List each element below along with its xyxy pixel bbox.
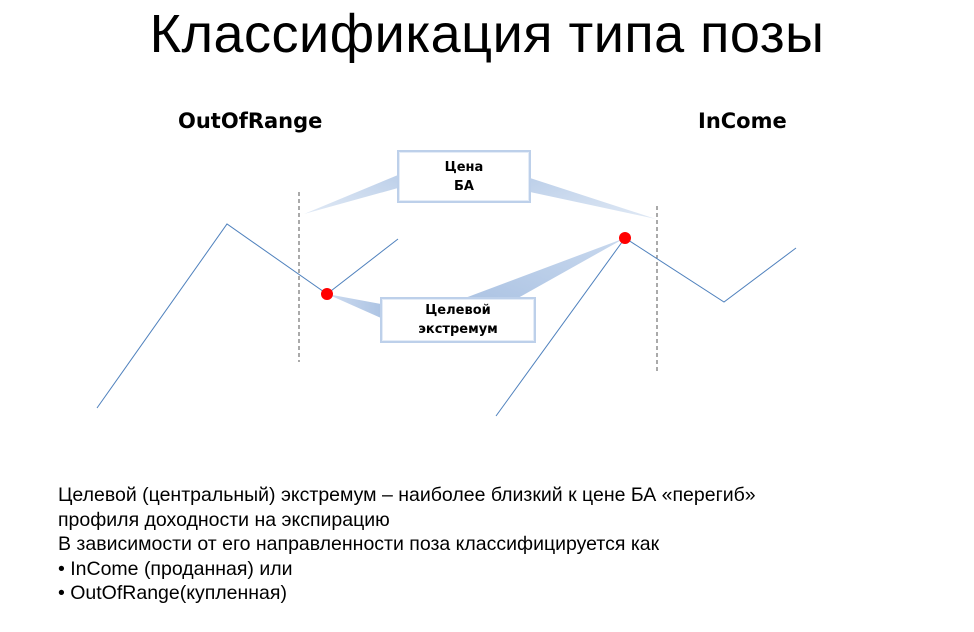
income-label: InCome	[698, 109, 787, 133]
extremum-pointer-left	[327, 294, 381, 318]
outofrange-extremum-dot	[321, 288, 333, 300]
description-text	[58, 483, 958, 606]
price-pointer-right	[530, 178, 656, 219]
extremum-callout-line1: Целевой	[425, 303, 491, 318]
slide-title: Классификация типа позы	[149, 4, 825, 64]
extremum-callout	[380, 297, 536, 343]
description-line: профиля доходности на экспирацию	[58, 508, 390, 531]
description-line: В зависимости от его направленности поза классифицируется как	[58, 533, 660, 555]
price-callout-line1: Цена	[444, 159, 484, 175]
description-line: Целевой (центральный) экстремум – наиболее близкий к цене БА «перегиб»	[58, 484, 756, 506]
income-extremum-dot	[619, 232, 631, 244]
extremum-callout-line2: экстремум	[418, 322, 498, 337]
price-callout-line2: БА	[454, 178, 474, 194]
extremum-pointer-right	[465, 238, 625, 298]
income-profile-line	[496, 238, 796, 416]
outofrange-label: OutOfRange	[178, 109, 323, 133]
bullet-outofrange: • OutOfRange(купленная)	[58, 582, 287, 604]
price-callout	[397, 150, 531, 203]
price-pointer-left	[304, 175, 398, 214]
outofrange-profile-line	[97, 224, 398, 408]
bullet-income: • InCome (проданная) или	[58, 557, 293, 580]
